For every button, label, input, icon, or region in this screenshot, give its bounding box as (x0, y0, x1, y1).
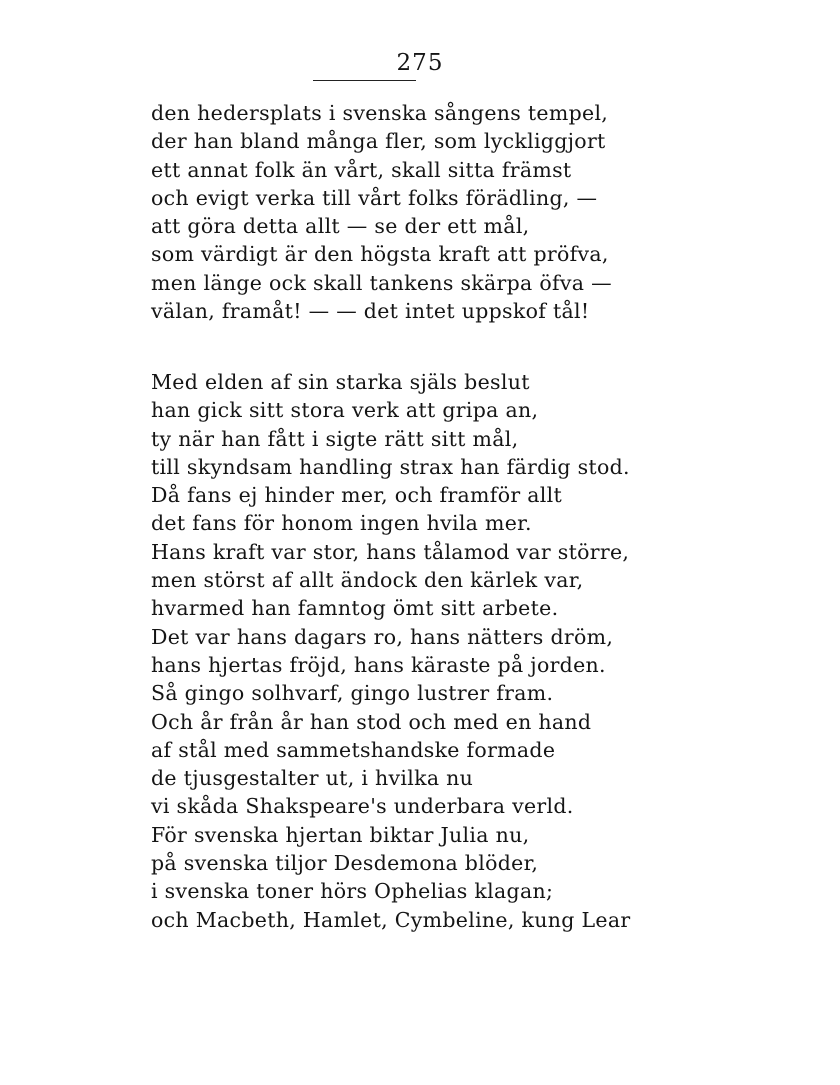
stanza-1 (151, 99, 611, 325)
poem-line: den hedersplats i svenska sångens tempel, (151, 101, 609, 125)
poem-line: men länge ock skall tankens skärpa öfva — (151, 270, 612, 295)
poem-line: och Macbeth, Hamlet, Cymbeline, kung Lear (151, 907, 631, 932)
poem-line: vi skåda Shakspeare's underbara verld. (151, 794, 574, 819)
poem-line: Och år från år han stod och med en hand (151, 709, 592, 734)
page-number: 275 (396, 50, 444, 76)
stanza-2 (151, 368, 631, 934)
poem-line: i svenska toner hörs Ophelias klagan; (151, 879, 554, 904)
poem-line: de tjusgestalter ut, i hvilka nu (151, 766, 474, 791)
poem-line: men störst af allt ändock den kärlek var, (151, 568, 584, 593)
poem-line: till skyndsam handling strax han färdig stod. (151, 454, 630, 479)
poem-line: ett annat folk än vårt, skall sitta främst (151, 157, 572, 182)
poem-line: der han bland många fler, som lyckliggjort (151, 129, 606, 154)
poem-line: Med elden af sin starka själs beslut (151, 370, 530, 394)
poem-line: ty när han fått i sigte rätt sitt mål, (151, 426, 519, 451)
poem-line: hvarmed han famntog ömt sitt arbete. (151, 596, 559, 621)
poem-line: och evigt verka till vårt folks förädling, — (151, 185, 598, 210)
poem-line: Hans kraft var stor, hans tålamod var större, (151, 539, 630, 564)
poem-line: på svenska tiljor Desdemona blöder, (151, 851, 539, 876)
poem-line: att göra detta allt — se der ett mål, (151, 214, 530, 239)
header-rule (313, 80, 416, 81)
poem-line: som värdigt är den högsta kraft att pröfva, (151, 242, 609, 267)
poem-line: hans hjertas fröjd, hans käraste på jorden. (151, 652, 606, 677)
poem-line: Då fans ej hinder mer, och framför allt (151, 483, 563, 508)
poem-line: välan, framåt! — — det intet uppskof tål! (151, 299, 590, 324)
poem-line: af stål med sammetshandske formade (151, 737, 556, 762)
poem-line: Det var hans dagars ro, hans nätters dröm, (151, 624, 614, 649)
poem-line: Så gingo solhvarf, gingo lustrer fram. (151, 681, 554, 706)
poem-line: För svenska hjertan biktar Julia nu, (151, 822, 530, 847)
poem-line: det fans för honom ingen hvila mer. (151, 511, 532, 536)
poem-line: han gick sitt stora verk att gripa an, (151, 398, 539, 423)
